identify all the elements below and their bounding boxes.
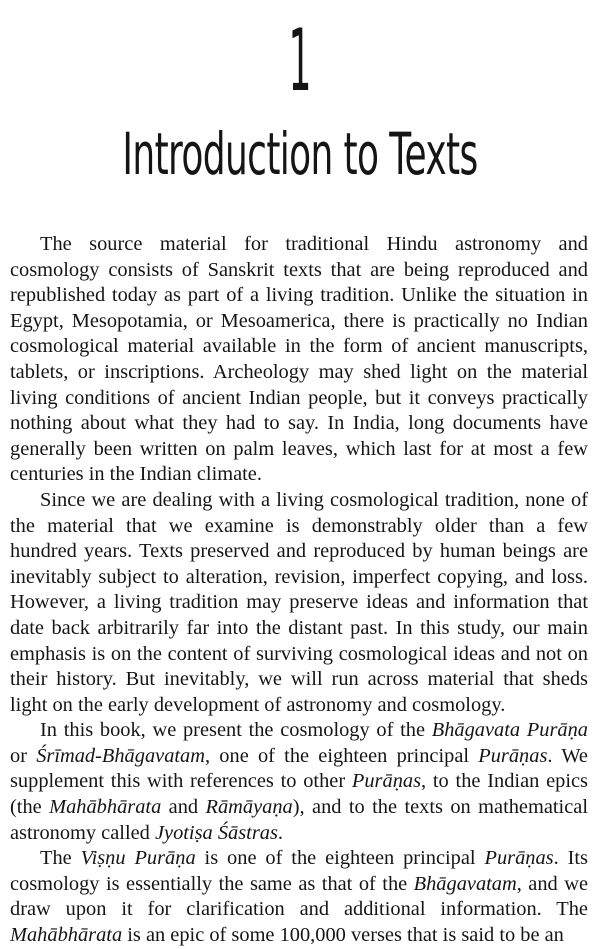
chapter-number: 1 — [288, 11, 312, 111]
text-run: . — [277, 821, 283, 844]
text-run: The — [40, 847, 81, 870]
italic-term: Rāmāyaṇa — [205, 796, 293, 819]
body-paragraph — [10, 488, 588, 718]
italic-term: Purāṇas — [478, 744, 548, 767]
text-run: and — [161, 796, 206, 819]
text-run: . Its cosmology is essentially the same as that of the — [10, 847, 588, 895]
italic-term: Mahābhārata — [49, 796, 162, 819]
chapter-body-text — [10, 232, 588, 949]
text-run: ), and to the texts on mathematical astronomy called — [10, 796, 588, 844]
italic-term: Mahābhārata — [10, 924, 123, 947]
text-run: In this book, we present the cosmology of the — [40, 719, 432, 742]
text-run: , and we draw upon it for clarification and additional information. The — [10, 872, 588, 921]
text-run: Since we are dealing with a living cosmological tradition, none of the material that we examine is demonstrably older than a few hundred years. Texts preserved and reproduced by human beings are inevitably subject to alteration, revision, imperfect copying, and loss. However, a living tradition may preserve ideas and information that date back arbitrarily far into the distant past. In this study, our main emphasis is on the content of surviving cosmological ideas and not on their history. But inevitably, we will run across material that sheds light on the early development of astronomy and cosmology. — [10, 488, 588, 716]
text-run: . We supplement this with references to other — [10, 744, 588, 793]
italic-term: Purāṇas — [351, 770, 422, 793]
body-paragraph — [10, 232, 588, 488]
text-run: or — [10, 744, 37, 767]
chapter-title: Introduction to Texts — [122, 120, 478, 188]
italic-term: Purāṇas — [484, 847, 554, 870]
text-run: , to the Indian epics (the — [10, 770, 588, 819]
body-paragraph — [10, 718, 588, 846]
italic-term: Viṣṇu Purāṇa — [80, 847, 196, 870]
text-run: is one of the eighteen principal — [195, 847, 485, 870]
italic-term: Bhāgavatam — [413, 872, 517, 895]
text-run: The source material for traditional Hindu astronomy and cosmology consists of Sanskrit texts that are being reproduced and republished today as part of a living tradition. Unlike the situation in Egypt, Mesopotamia, or Mesoamerica, there is practically no Indian cosmological material available in the form of ancient manuscripts, tablets, or inscriptions. Archeology may shed light on the material living conditions of ancient Indian people, but it conveys practically nothing about what they had to say. In India, long documents have generally been written on palm leaves, which last for at most a few centuries in the Indian climate. — [10, 233, 588, 486]
italic-term: Jyotiṣa Śāstras — [154, 821, 278, 844]
text-run: , one of the eighteen principal — [204, 744, 479, 767]
text-run: is an epic of some 100,000 verses that is said to be an — [122, 924, 564, 947]
italic-term: Śrīmad-Bhāgavatam — [36, 744, 205, 767]
italic-term: Bhāgavata Purāṇa — [431, 719, 588, 742]
body-paragraph — [10, 846, 588, 948]
